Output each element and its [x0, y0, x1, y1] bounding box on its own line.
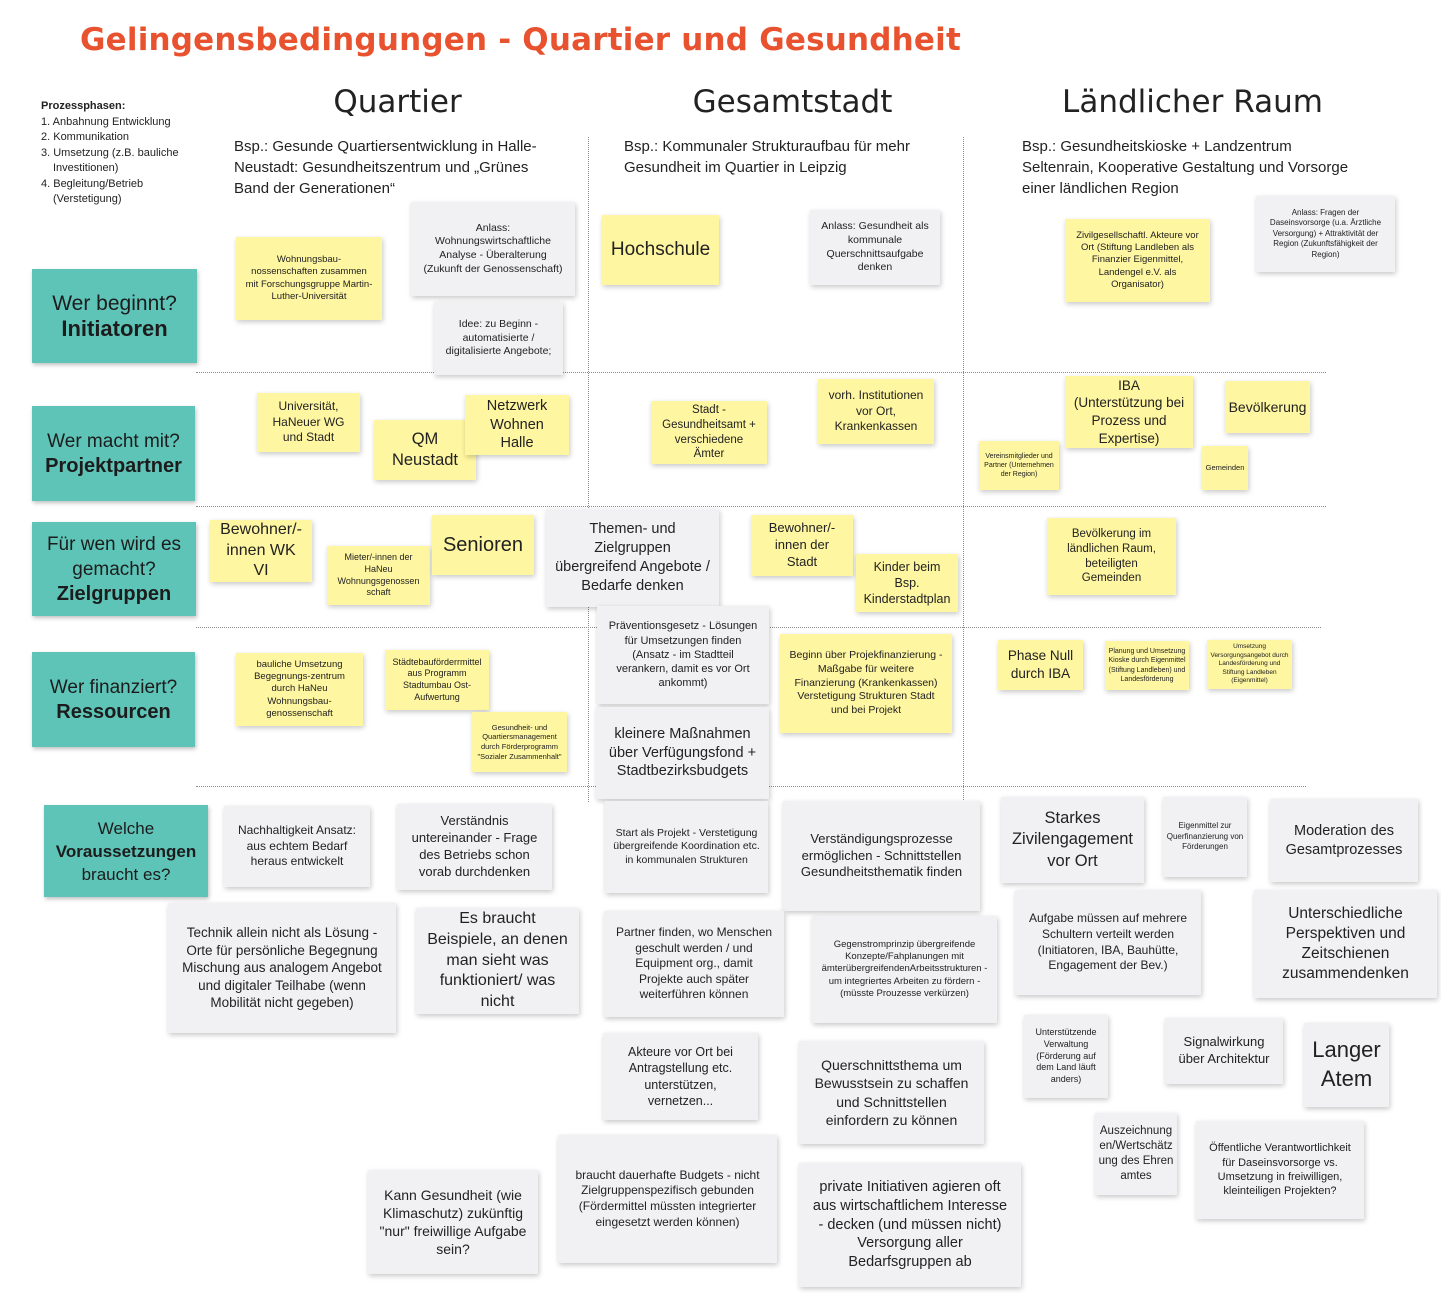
sticky-note: Auszeichnungen/Wertschätzung des Ehrenamtes [1095, 1113, 1177, 1195]
sticky-note: Umsetzung Versorgungsangebot durch Landesförderung und Stiftung Landleben (Eigenmittel) [1207, 640, 1292, 689]
sticky-note: QM Neustadt [374, 420, 476, 480]
sticky-note: Kann Gesundheit (wie Klimaschutz) zukünftig "nur" freiwillige Aufgabe sein? [368, 1170, 538, 1274]
phase-item: 4. Begleitung/Betrieb (Verstetigung) [41, 177, 144, 205]
sticky-note: Phase Null durch IBA [998, 640, 1083, 690]
sticky-note: Gesundheit- und Quartiersmanagement durch Förderprogramm "Sozialer Zusammenhalt" [472, 712, 567, 772]
sticky-note: Mieter/-innen der HaNeu Wohnungsgenossen schaft [327, 546, 430, 605]
sticky-note: Bevölkerung im ländlichen Raum, beteiligten Gemeinden [1047, 518, 1176, 595]
sticky-note: IBA (Unterstützung bei Prozess und Expertise) [1065, 376, 1193, 448]
row-label-initiatoren [32, 269, 197, 363]
row-label-question: Für wen wird es gemacht? [46, 533, 182, 580]
sticky-note: Idee: zu Beginn - automatisierte / digitalisierte Angebote; [434, 302, 563, 375]
sticky-note: Vereinsmitglieder und Partner (Unternehmen der Region) [979, 441, 1059, 490]
row-label-voraussetzungen [44, 805, 208, 897]
sticky-note: Hochschule [602, 215, 719, 285]
sticky-note: Bewohner/-innen der Stadt [751, 515, 853, 576]
sticky-note: Es braucht Beispiele, an denen man sieht was funktioniert/ was nicht [416, 908, 579, 1014]
sticky-note: Anlass: Wohnungswirtschaftliche Analyse - Überalterung (Zukunft der Genossenschaft) [411, 202, 575, 296]
sticky-note: Unterschiedliche Perspektiven und Zeitschienen zusammendenken [1254, 890, 1437, 998]
sticky-note: Öffentliche Verantwortlichkeit für Daseinsvorsorge vs. Umsetzung in freiwilligen, kleinteiligen Projekten? [1196, 1121, 1364, 1219]
sticky-note: Gemeinden [1202, 446, 1248, 490]
sticky-note: Starkes Zivilengagement vor Ort [1001, 797, 1144, 883]
sticky-note: Zivilgesellschaftl. Akteure vor Ort (Stiftung Landleben als Finanzier Eigenmittel, Landengel e.V. als Organisator) [1065, 219, 1210, 302]
column-header-laendlicher-raum: Ländlicher Raum [1062, 84, 1323, 120]
sticky-note: Gegenstromprinzip übergreifende Konzepte/Fahplanungen mit ämterübergreifendenArbeitsstrukturen - um integriertes Arbeiten zu fördern -(müsste Prouzesse verkürzen) [812, 916, 997, 1023]
sticky-note: Langer Atem [1304, 1023, 1389, 1107]
sticky-note: Beginn über Projekfinanzierung - Maßgabe für weitere Finanzierung (Krankenkassen) Verstetigung Strukturen Stadt und bei Projekt [780, 634, 952, 733]
sticky-note: Partner finden, wo Menschen geschult werden / und Equipment org., damit Projekte auch später weiterführen können [604, 911, 784, 1017]
process-phases-heading: Prozessphasen: [41, 100, 126, 112]
sticky-note: Verständnis untereinander - Frage des Betriebs schon vorab durchdenken [397, 804, 552, 890]
sticky-note: Kinder beim Bsp. Kinderstadtplan [856, 554, 958, 612]
sticky-note: private Initiativen agieren oft aus wirtschaftlichem Interesse - decken (und müssen nicht) Versorgung aller Bedarfsgruppen ab [799, 1163, 1021, 1287]
row-label-title: Zielgruppen [56, 582, 172, 605]
sticky-note: Signalwirkung über Architektur [1165, 1018, 1283, 1084]
sticky-note: bauliche Umsetzung Begegnungs-zentrum durch HaNeu Wohnungsbau-genossenschaft [236, 653, 363, 726]
example-gesamtstadt: Bsp.: Kommunaler Strukturaufbau für mehr Gesundheit im Quartier in Leipzig [624, 138, 910, 176]
sticky-note: Unterstützende Verwaltung (Förderung auf dem Land läuft anders) [1024, 1015, 1108, 1098]
row-label-title: Initiatoren [61, 316, 168, 341]
sticky-note: Themen- und Zielgruppen übergreifend Angebote / Bedarfe denken [546, 509, 719, 607]
board-title: Gelingensbedingungen - Quartier und Gesundheit [80, 22, 961, 58]
sticky-note: kleinere Maßnahmen über Verfügungsfond + Stadtbezirksbudgets [596, 707, 769, 799]
column-divider [588, 137, 589, 802]
sticky-note: Aufgabe müssen auf mehrere Schultern verteilt werden (Initiatoren, IBA, Bauhütte, Engagement der Bev.) [1015, 890, 1201, 995]
sticky-note: Städtebauförderrmittel aus Programm Stadtumbau Ost-Aufwertung [385, 650, 489, 710]
sticky-note: Präventionsgesetz - Lösungen für Umsetzungen finden (Ansatz - im Stadtteil verankern, damit es vor Ort ankommt) [597, 606, 769, 704]
sticky-note: Verständigungsprozesse ermöglichen - Schnittstellen Gesundheitsthematik finden [783, 801, 980, 911]
sticky-note: Start als Projekt - Verstetigung übergreifende Koordination etc. in kommunalen Strukturen [605, 801, 768, 893]
process-phases-legend [41, 99, 201, 208]
phase-item: 3. Umsetzung (z.B. bauliche Investitionen) [41, 146, 179, 174]
row-label-pre: Welche [97, 818, 155, 838]
sticky-note: Moderation des Gesamtprozesses [1270, 799, 1418, 882]
sticky-note: Wohnungsbau-nossenschaften zusammen mit Forschungsgruppe Martin-Luther-Universität [236, 237, 382, 320]
row-label-question: Wer finanziert? [49, 676, 178, 698]
sticky-note: Akteure vor Ort bei Antragstellung etc. unterstützen, vernetzen... [603, 1033, 758, 1120]
sticky-note: Anlass: Fragen der Daseinsvorsorge (u.a. Ärztliche Versorgung) + Attraktivität der Region (Zukunftsfähigkeit der Region) [1256, 196, 1395, 272]
sticky-note: Bevölkerung [1225, 381, 1310, 433]
row-label-post: braucht es? [81, 864, 171, 884]
sticky-note: Bewohner/-innen WK VI [210, 520, 312, 582]
row-label-zielgruppen [32, 522, 196, 616]
column-divider [963, 137, 964, 802]
row-label-title: Ressourcen [56, 700, 171, 723]
sticky-note: Technik allein nicht als Lösung - Orte für persönliche Begegnung Mischung aus analogem Angebot und digitaler Teilhabe (wenn Mobilität nicht gegeben) [168, 903, 396, 1033]
column-header-gesamtstadt: Gesamtstadt [692, 84, 893, 120]
column-header-quartier: Quartier [333, 84, 462, 120]
sticky-note: Planung und Umsetzung Kioske durch Eigenmittel (Stiftung Landleben) und Landesförderung [1105, 641, 1189, 690]
sticky-note: Eigenmittel zur Querfinanzierung von Förderungen [1163, 797, 1247, 877]
sticky-note: Nachhaltigkeit Ansatz: aus echtem Bedarf heraus entwickelt [224, 806, 370, 887]
process-phases-list [41, 115, 201, 208]
example-quartier: Bsp.: Gesunde Quartiersentwicklung in Halle-Neustadt: Gesundheitszentrum und „Grünes Band der Generationen“ [234, 138, 537, 197]
sticky-note: Anlass: Gesundheit als kommunale Querschnittsaufgabe denken [810, 210, 940, 285]
phase-item: 1. Anbahnung Entwicklung [41, 115, 171, 128]
sticky-note: Senioren [432, 515, 534, 575]
row-divider [196, 372, 1326, 373]
row-divider [196, 506, 1326, 507]
row-label-title: Voraussetzungen [55, 841, 197, 861]
sticky-note: braucht dauerhafte Budgets - nicht Zielgruppenspezifisch gebunden (Fördermittel müssten integrierter eingesetzt werden können) [558, 1135, 777, 1263]
row-label-question: Wer beginnt? [52, 292, 177, 315]
sticky-note: Universität, HaNeuer WG und Stadt [257, 393, 360, 452]
row-label-title: Projektpartner [45, 454, 182, 477]
row-label-ressourcen [32, 652, 195, 747]
sticky-note: Querschnittsthema um Bewusstsein zu schaffen und Schnittstellen einfordern zu können [799, 1041, 984, 1144]
row-label-question: Wer macht mit? [47, 430, 180, 452]
example-laendlicher-raum: Bsp.: Gesundheitskioske + Landzentrum Seltenrain, Kooperative Gestaltung und Vorsorge einer ländlichen Region [1022, 138, 1349, 197]
phase-item: 2. Kommunikation [41, 131, 130, 143]
sticky-note: Netzwerk Wohnen Halle [465, 395, 569, 455]
sticky-note: vorh. Institutionen vor Ort, Krankenkassen [818, 379, 934, 444]
sticky-note: Stadt - Gesundheitsamt + verschiedene Ämter [651, 401, 767, 464]
row-label-projektpartner [32, 406, 195, 501]
